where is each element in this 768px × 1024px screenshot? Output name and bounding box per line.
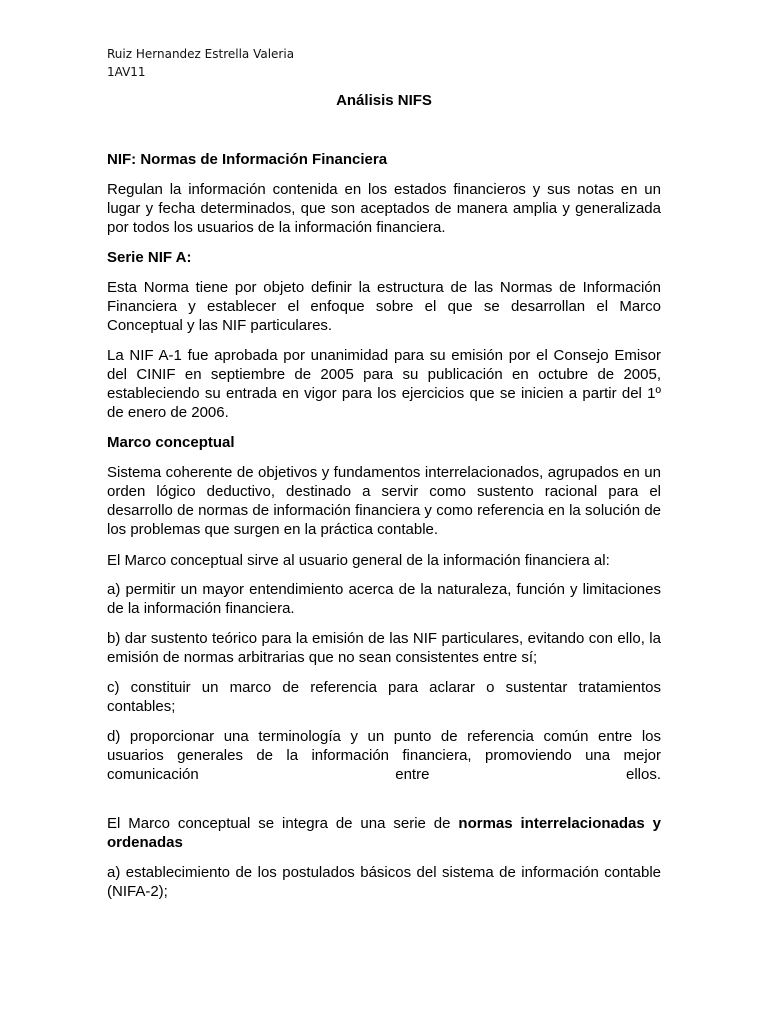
serie-paragraph-1: Esta Norma tiene por objeto definir la estructura de las Normas de Información Financiera y establecer el enfoque sobre el que se desarrollan el Marco Conceptual y las NIF particulares. (107, 279, 661, 334)
list-item-a: a) permitir un mayor entendimiento acerca de la naturaleza, función y limitaciones de la información financiera. (107, 581, 661, 617)
serie-heading: Serie NIF A: (107, 249, 192, 266)
serie-paragraph-2: La NIF A-1 fue aprobada por unanimidad para su emisión por el Consejo Emisor del CINIF en septiembre de 2005 para su publicación en octubre de 2005, estableciendo su entrada en vigor para los ejercicios que se inicien a partir del 1º de enero de 2006. (107, 347, 661, 421)
nif-heading: NIF: Normas de Información Financiera (107, 151, 388, 168)
integra-text: El Marco conceptual se integra de una serie de (107, 815, 451, 832)
marco-paragraph-1: Sistema coherente de objetivos y fundamentos interrelacionados, agrupados en un orden lógico deductivo, destinado a servir como sustento racional para el desarrollo de normas de información financiera y como referencia en la solución de los problemas que surgen en la práctica contable. (107, 464, 661, 538)
author-name: Ruiz Hernandez Estrella Valeria (107, 47, 295, 61)
marco-paragraph-2: El Marco conceptual sirve al usuario general de la información financiera al: (107, 552, 610, 569)
list-item-d: d) proporcionar una terminología y un punto de referencia común entre los usuarios generales de la información financiera, promoviendo una mejor comunicación entre ellos. (107, 728, 661, 783)
list-item-a2: a) establecimiento de los postulados básicos del sistema de información contable (NIFA-2); (107, 864, 661, 900)
document-title: Análisis NIFS (336, 92, 432, 109)
integra-bold-text: normas interrelacionadas y ordenadas (107, 815, 661, 851)
integra-paragraph (107, 814, 661, 852)
nif-paragraph: Regulan la información contenida en los estados financieros y sus notas en un lugar y fecha determinados, que son aceptados de manera amplia y generalizada por todos los usuarios de la información financiera. (107, 181, 661, 236)
marco-heading: Marco conceptual (107, 434, 235, 451)
list-item-c: c) constituir un marco de referencia para aclarar o sustentar tratamientos contables; (107, 679, 661, 715)
group-code: 1AV11 (107, 65, 146, 79)
list-item-b: b) dar sustento teórico para la emisión de las NIF particulares, evitando con ello, la emisión de normas arbitrarias que no sean consistentes entre sí; (107, 630, 661, 666)
